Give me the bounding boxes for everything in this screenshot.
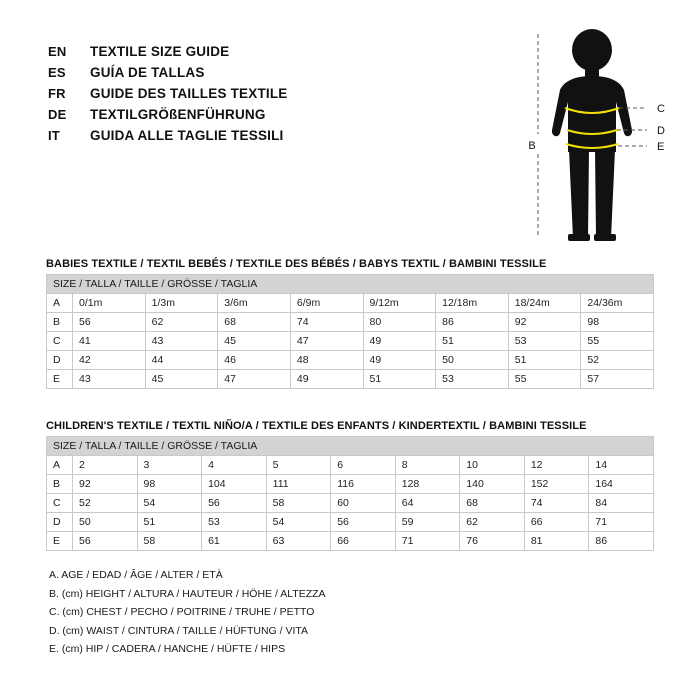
title-text-fr: GUIDE DES TAILLES TEXTILE [90, 86, 288, 101]
cell: 74 [524, 494, 589, 513]
cell: 56 [202, 494, 267, 513]
legend-line-chest: C. (cm) CHEST / PECHO / POITRINE / TRUHE / PETTO [49, 606, 315, 618]
cell: 92 [508, 313, 581, 332]
cell: 164 [589, 475, 654, 494]
language-code-es: ES [48, 65, 66, 80]
row-label: D [47, 351, 73, 370]
cell: 2 [73, 456, 138, 475]
cell: 53 [202, 513, 267, 532]
cell: 1/3m [145, 294, 218, 313]
figure-label-height: B [528, 140, 536, 152]
babies-section-title: BABIES TEXTILE / TEXTIL BEBÉS / TEXTILE DES BÉBÉS / BABYS TEXTIL / BAMBINI TESSILE [46, 258, 547, 270]
cell: 45 [145, 370, 218, 389]
cell: 80 [363, 313, 436, 332]
cell: 66 [331, 532, 396, 551]
legend [46, 566, 646, 659]
cell: 5 [266, 456, 331, 475]
row-label: A [47, 294, 73, 313]
language-code-en: EN [48, 44, 67, 59]
title-text-it: GUIDA ALLE TAGLIE TESSILI [90, 128, 284, 143]
cell: 24/36m [581, 294, 654, 313]
cell: 92 [73, 475, 138, 494]
cell: 47 [290, 332, 363, 351]
title-row-it [48, 128, 468, 147]
cell: 18/24m [508, 294, 581, 313]
cell: 81 [524, 532, 589, 551]
cell: 58 [266, 494, 331, 513]
table-header-row [47, 275, 654, 294]
title-text-en: TEXTILE SIZE GUIDE [90, 44, 230, 59]
children-size-table [46, 436, 654, 551]
cell: 74 [290, 313, 363, 332]
cell: 140 [460, 475, 525, 494]
cell: 56 [331, 513, 396, 532]
cell: 43 [145, 332, 218, 351]
cell: 86 [436, 313, 509, 332]
title-text-de: TEXTILGRÖßENFÜHRUNG [90, 107, 266, 122]
cell: 57 [581, 370, 654, 389]
cell: 50 [73, 513, 138, 532]
table-row [47, 475, 654, 494]
cell: 71 [589, 513, 654, 532]
cell: 10 [460, 456, 525, 475]
cell: 51 [436, 332, 509, 351]
table-header-row [47, 437, 654, 456]
cell: 60 [331, 494, 396, 513]
babies-header-label: SIZE / TALLA / TAILLE / GRÖSSE / TAGLIA [47, 275, 654, 294]
row-label: A [47, 456, 73, 475]
cell: 41 [73, 332, 146, 351]
row-label: E [47, 532, 73, 551]
cell: 50 [436, 351, 509, 370]
cell: 55 [581, 332, 654, 351]
cell: 3 [137, 456, 202, 475]
title-block [48, 44, 468, 149]
cell: 86 [589, 532, 654, 551]
title-row-es [48, 65, 468, 84]
cell: 76 [460, 532, 525, 551]
cell: 43 [73, 370, 146, 389]
table-row [47, 294, 654, 313]
title-row-en [48, 44, 468, 63]
cell: 3/6m [218, 294, 291, 313]
figure-label-waist: D [657, 125, 665, 137]
cell: 98 [581, 313, 654, 332]
row-label: D [47, 513, 73, 532]
cell: 104 [202, 475, 267, 494]
table-row [47, 513, 654, 532]
cell: 66 [524, 513, 589, 532]
cell: 0/1m [73, 294, 146, 313]
cell: 64 [395, 494, 460, 513]
legend-line-height: B. (cm) HEIGHT / ALTURA / HAUTEUR / HÖHE / ALTEZZA [49, 587, 326, 600]
cell: 49 [363, 351, 436, 370]
title-row-fr [48, 86, 468, 105]
row-label: E [47, 370, 73, 389]
legend-line-age: A. AGE / EDAD / ÂGE / ALTER / ETÀ [49, 569, 223, 581]
title-text-es: GUÍA DE TALLAS [90, 65, 205, 80]
cell: 55 [508, 370, 581, 389]
body-measurement-figure [505, 26, 680, 256]
cell: 48 [290, 351, 363, 370]
table-row [47, 532, 654, 551]
cell: 62 [460, 513, 525, 532]
cell: 45 [218, 332, 291, 351]
cell: 6/9m [290, 294, 363, 313]
cell: 51 [137, 513, 202, 532]
legend-line-hip: E. (cm) HIP / CADERA / HANCHE / HÜFTE / HIPS [49, 643, 286, 655]
row-label: C [47, 494, 73, 513]
cell: 42 [73, 351, 146, 370]
cell: 56 [73, 532, 138, 551]
cell: 59 [395, 513, 460, 532]
cell: 51 [363, 370, 436, 389]
figure-label-hip: E [657, 141, 665, 153]
cell: 51 [508, 351, 581, 370]
table-row [47, 332, 654, 351]
babies-section [46, 258, 654, 389]
cell: 62 [145, 313, 218, 332]
cell: 71 [395, 532, 460, 551]
cell: 4 [202, 456, 267, 475]
cell: 49 [363, 332, 436, 351]
children-section-title: CHILDREN'S TEXTILE / TEXTIL NIÑO/A / TEXTILE DES ENFANTS / KINDERTEXTIL / BAMBINI TESSILE [46, 420, 587, 432]
row-label: C [47, 332, 73, 351]
cell: 128 [395, 475, 460, 494]
cell: 52 [581, 351, 654, 370]
children-header-label: SIZE / TALLA / TAILLE / GRÖSSE / TAGLIA [47, 437, 654, 456]
cell: 44 [145, 351, 218, 370]
row-label: B [47, 313, 73, 332]
title-row-de [48, 107, 468, 126]
cell: 58 [137, 532, 202, 551]
cell: 56 [73, 313, 146, 332]
cell: 54 [266, 513, 331, 532]
table-row [47, 370, 654, 389]
table-row [47, 494, 654, 513]
cell: 52 [73, 494, 138, 513]
cell: 46 [218, 351, 291, 370]
cell: 53 [436, 370, 509, 389]
table-row [47, 313, 654, 332]
cell: 12 [524, 456, 589, 475]
cell: 84 [589, 494, 654, 513]
cell: 63 [266, 532, 331, 551]
language-code-it: IT [48, 128, 60, 143]
children-section [46, 420, 654, 551]
cell: 8 [395, 456, 460, 475]
cell: 12/18m [436, 294, 509, 313]
cell: 152 [524, 475, 589, 494]
figure-label-chest: C [657, 103, 665, 115]
cell: 54 [137, 494, 202, 513]
cell: 68 [218, 313, 291, 332]
cell: 98 [137, 475, 202, 494]
cell: 47 [218, 370, 291, 389]
language-code-de: DE [48, 107, 67, 122]
cell: 116 [331, 475, 396, 494]
cell: 111 [266, 475, 331, 494]
cell: 9/12m [363, 294, 436, 313]
cell: 14 [589, 456, 654, 475]
table-row [47, 351, 654, 370]
table-row [47, 456, 654, 475]
cell: 53 [508, 332, 581, 351]
row-label: B [47, 475, 73, 494]
legend-line-waist: D. (cm) WAIST / CINTURA / TAILLE / HÜFTUNG / VITA [49, 624, 309, 637]
babies-size-table [46, 274, 654, 389]
cell: 49 [290, 370, 363, 389]
cell: 68 [460, 494, 525, 513]
language-code-fr: FR [48, 86, 66, 101]
cell: 61 [202, 532, 267, 551]
cell: 6 [331, 456, 396, 475]
